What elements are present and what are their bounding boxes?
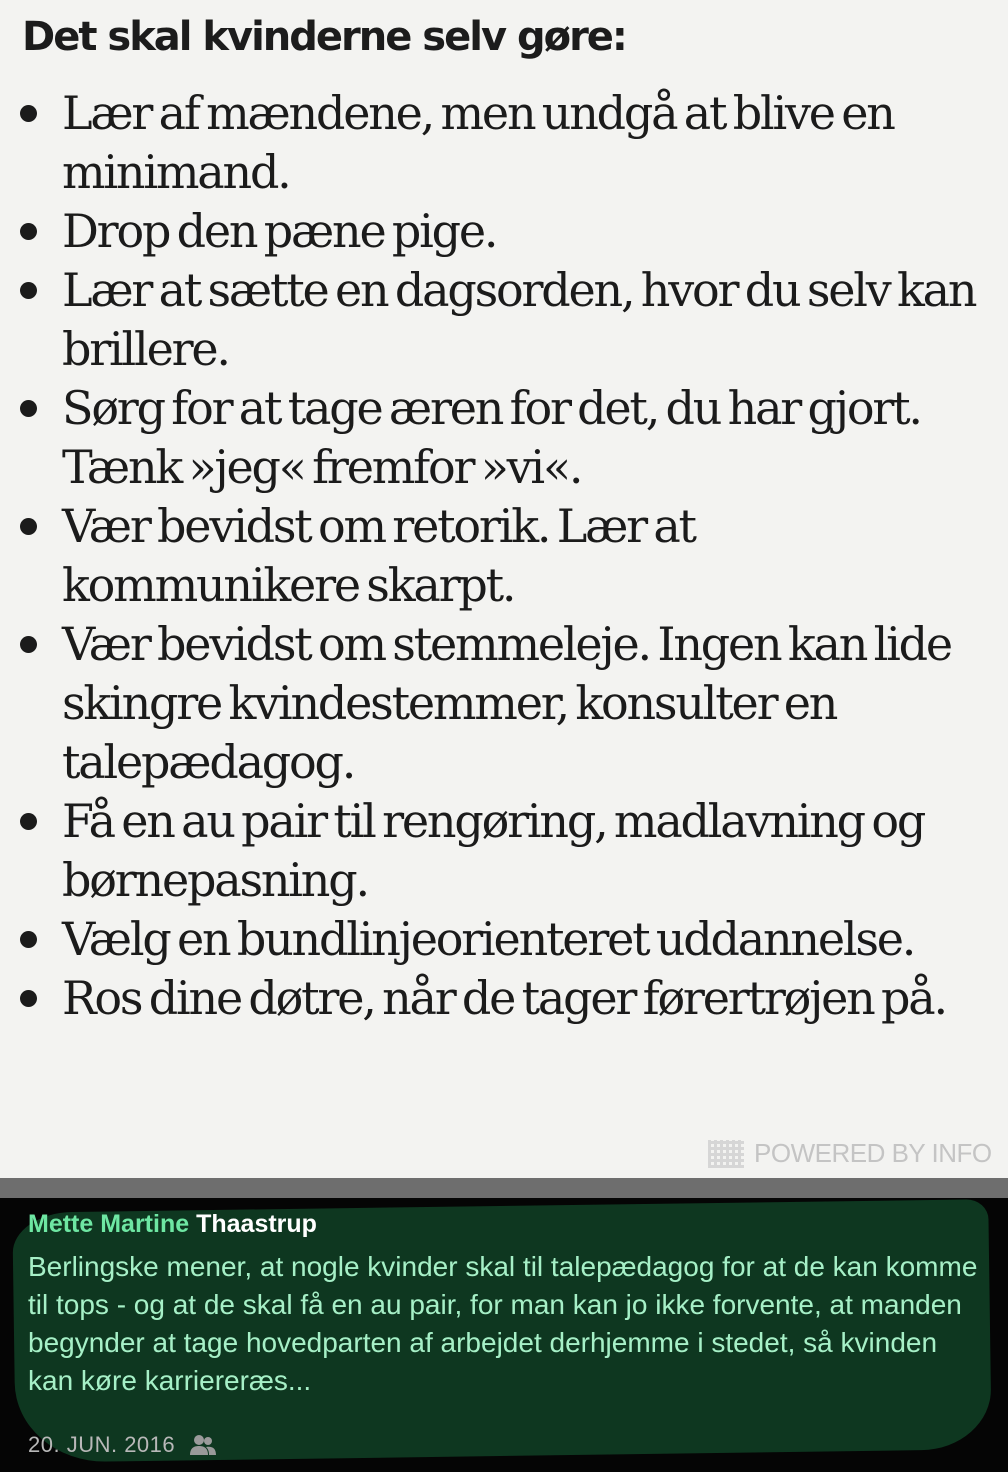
list-item: Vælg en bundlinjeorienteret uddannelse. bbox=[0, 910, 1000, 969]
bullet-icon bbox=[20, 990, 37, 1007]
author-first-name: Mette Martine bbox=[28, 1210, 190, 1238]
list-item: Vær bevidst om retorik. Lær at kommunikere skarpt. bbox=[0, 497, 1000, 615]
list-item: Ros dine døtre, når de tager førertrøjen på. bbox=[0, 969, 1000, 1028]
author-last-name: Thaastrup bbox=[196, 1210, 317, 1238]
bullet-icon bbox=[20, 282, 37, 299]
clipping-title: Det skal kvinderne selv gøre: bbox=[22, 14, 626, 60]
comment-card bbox=[0, 1198, 1008, 1472]
bullet-icon bbox=[20, 813, 37, 830]
advice-list bbox=[0, 84, 1000, 1028]
list-item: Lær af mændene, men undgå at blive en minimand. bbox=[0, 84, 1000, 202]
bullet-icon bbox=[20, 223, 37, 240]
comment-date[interactable]: 20. JUN. 2016 bbox=[28, 1432, 176, 1457]
bullet-icon bbox=[20, 400, 37, 417]
bullet-icon bbox=[20, 636, 37, 653]
friends-icon bbox=[189, 1434, 217, 1456]
comment-meta bbox=[28, 1432, 217, 1458]
bullet-icon bbox=[20, 931, 37, 948]
list-item: Lær at sætte en dagsorden, hvor du selv kan brillere. bbox=[0, 261, 1000, 379]
comment-author[interactable] bbox=[28, 1210, 317, 1239]
list-item: Drop den pæne pige. bbox=[0, 202, 1000, 261]
list-item: Vær bevidst om stemmeleje. Ingen kan lide skingre kvindestemmer, konsulter en talepædagog. bbox=[0, 615, 1000, 792]
bullet-icon bbox=[20, 518, 37, 535]
comment-text: Berlingske mener, at nogle kvinder skal til talepædagog for at de kan komme til tops - og at de skal få en au pair, for man kan jo ikke forvente, at manden begynder at tage hovedparten af arbejdet derhjemme i stedet, så kvinden kan køre karriereræs... bbox=[28, 1251, 978, 1396]
grid-logo-icon bbox=[708, 1140, 744, 1168]
list-item: Få en au pair til rengøring, madlavning og børnepasning. bbox=[0, 792, 1000, 910]
list-item: Sørg for at tage æren for det, du har gjort. Tænk »jeg« fremfor »vi«. bbox=[0, 379, 1000, 497]
bullet-icon bbox=[20, 105, 37, 122]
powered-by-watermark bbox=[708, 1138, 992, 1169]
powered-by-text: POWERED BY INFO bbox=[754, 1138, 992, 1168]
divider bbox=[0, 1178, 1008, 1198]
